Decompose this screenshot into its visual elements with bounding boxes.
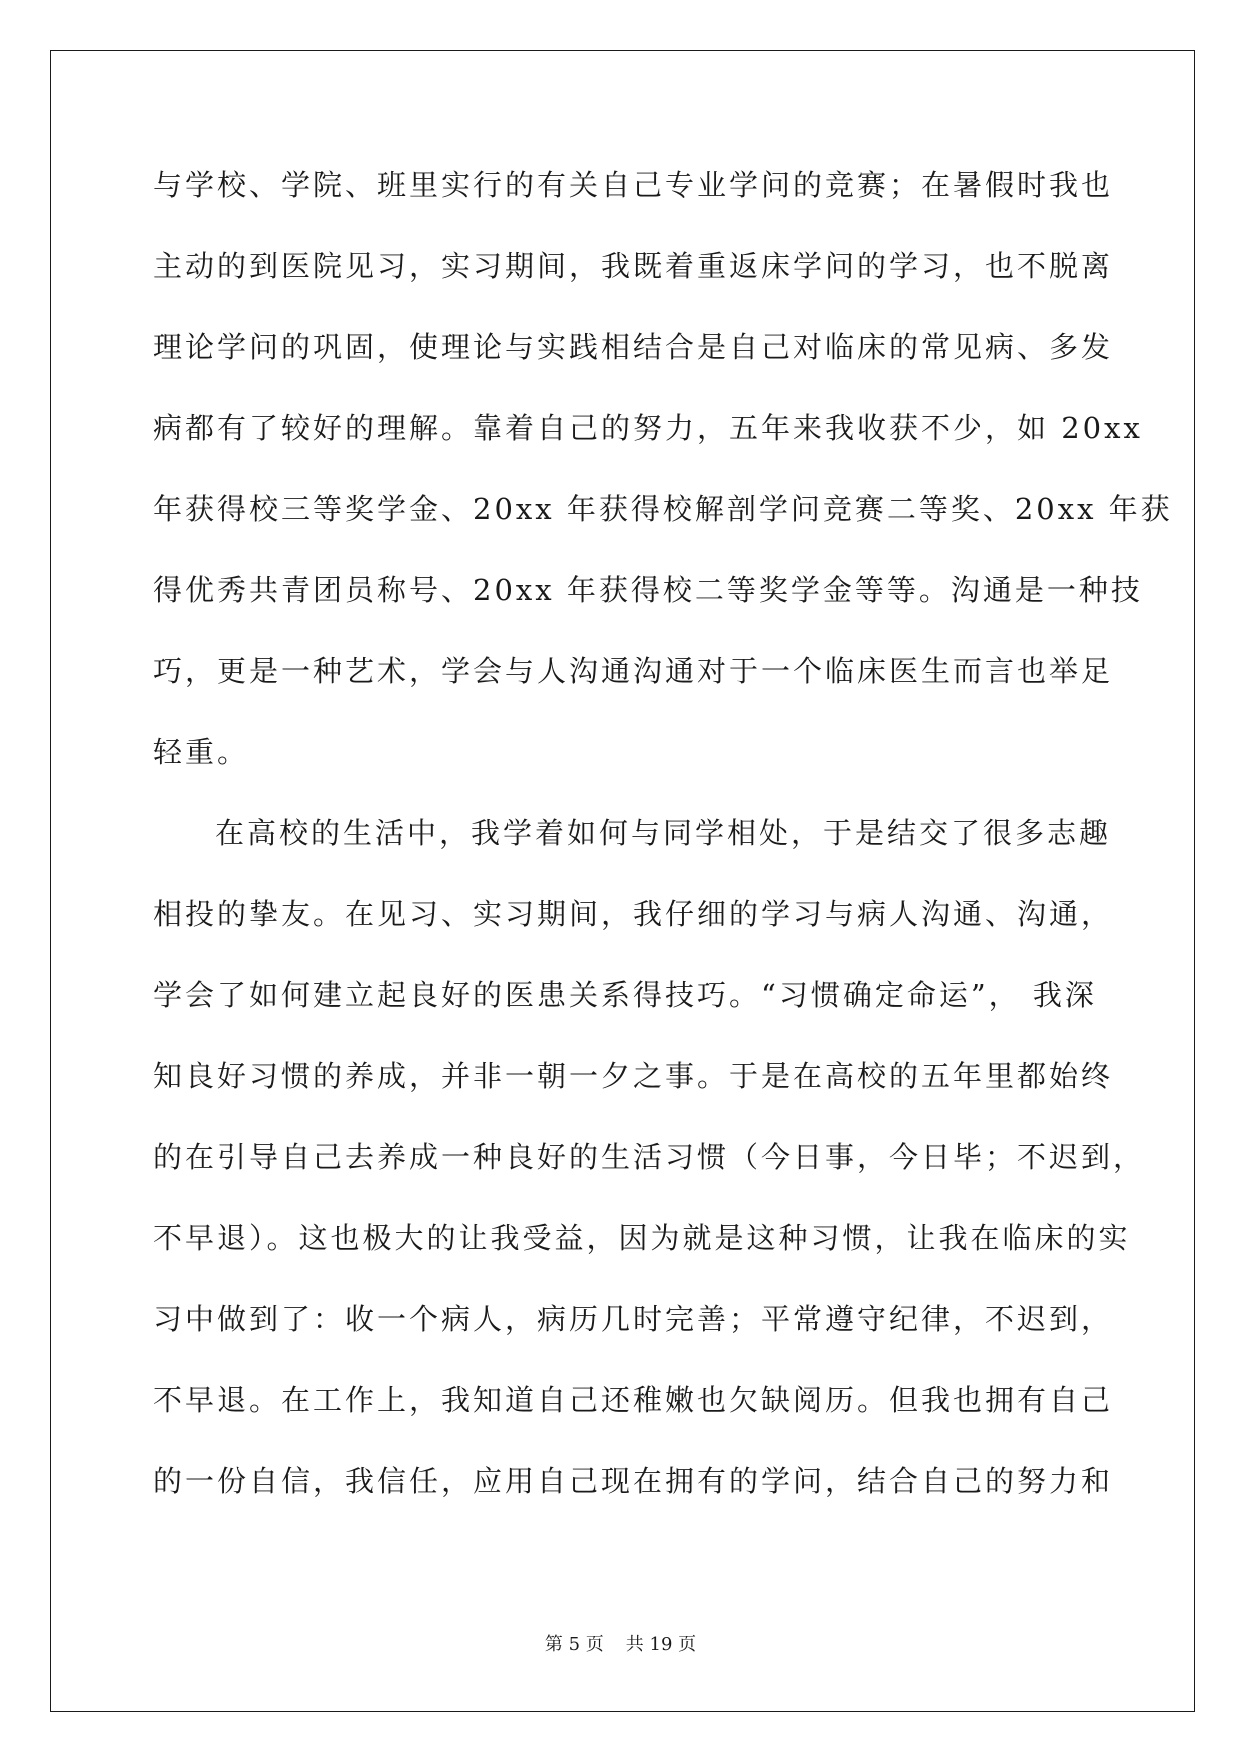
text-line: 学会了如何建立起良好的医患关系得技巧。“习惯确定命运”， 我深 <box>153 978 1097 1012</box>
text-line: 病都有了较好的理解。靠着自己的努力，五年来我收获不少，如 20xx <box>153 411 1143 445</box>
paragraph-start-line: 在高校的生活中，我学着如何与同学相处，于是结交了很多志趣 <box>215 816 1112 850</box>
page-footer <box>0 1630 1241 1656</box>
text-line: 不早退。在工作上，我知道自己还稚嫩也欠缺阅历。但我也拥有自己 <box>153 1383 1114 1417</box>
text-line: 的在引导自己去养成一种良好的生活习惯（今日事，今日毕；不迟到， <box>153 1140 1146 1174</box>
text-line: 巧，更是一种艺术，学会与人沟通沟通对于一个临床医生而言也举足 <box>153 654 1114 688</box>
text-line: 得优秀共青团员称号、20xx 年获得校二等奖学金等等。沟通是一种技 <box>153 573 1143 607</box>
text-line: 主动的到医院见习，实习期间，我既着重返床学问的学习，也不脱离 <box>153 249 1114 283</box>
text-line: 相投的挚友。在见习、实习期间，我仔细的学习与病人沟通、沟通， <box>153 897 1114 931</box>
text-line: 的一份自信，我信任，应用自己现在拥有的学问，结合自己的努力和 <box>153 1464 1114 1498</box>
text-line: 不早退）。这也极大的让我受益，因为就是这种习惯，让我在临床的实 <box>153 1221 1131 1255</box>
text-line: 习中做到了：收一个病人，病历几时完善；平常遵守纪律，不迟到， <box>153 1302 1114 1336</box>
text-line: 理论学问的巩固，使理论与实践相结合是自己对临床的常见病、多发 <box>153 330 1114 364</box>
page-total: 共 19 页 <box>625 1634 697 1655</box>
text-line: 与学校、学院、班里实行的有关自己专业学问的竞赛；在暑假时我也 <box>153 168 1114 202</box>
document-body <box>153 165 1173 1542</box>
text-line: 轻重。 <box>153 735 250 769</box>
page-number: 第 5 页 <box>544 1634 604 1655</box>
text-line: 知良好习惯的养成，并非一朝一夕之事。于是在高校的五年里都始终 <box>153 1059 1114 1093</box>
text-line: 年获得校三等奖学金、20xx 年获得校解剖学问竞赛二等奖、20xx 年获 <box>153 492 1173 526</box>
